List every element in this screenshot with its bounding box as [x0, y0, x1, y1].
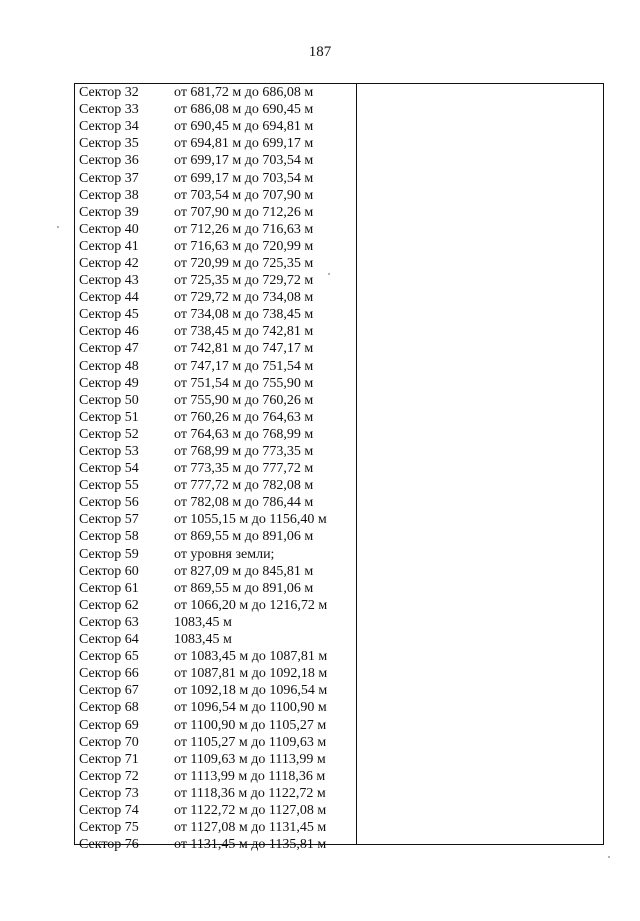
height-range-cell: от 869,55 м до 891,06 м [174, 580, 314, 596]
table-row [74, 528, 356, 545]
table-row [74, 272, 356, 289]
table-row [74, 477, 356, 494]
table-row [74, 546, 356, 563]
table-row [74, 409, 356, 426]
height-range-cell: от 729,72 м до 734,08 м [174, 290, 314, 306]
height-range-cell: от 690,45 м до 694,81 м [174, 119, 314, 135]
sector-name-cell: Сектор 76 [79, 837, 139, 853]
table-row [74, 255, 356, 272]
table-row [74, 819, 356, 836]
height-range-cell: от 681,72 м до 686,08 м [174, 85, 314, 101]
table-row [74, 768, 356, 785]
height-range-cell: от 1113,99 м до 1118,36 м [174, 768, 326, 784]
height-range-cell: от 751,54 м до 755,90 м [174, 375, 314, 391]
height-range-cell: от 734,08 м до 738,45 м [174, 307, 314, 323]
height-range-cell: от 1055,15 м до 1156,40 м [174, 512, 327, 528]
table-row [74, 392, 356, 409]
sector-name-cell: Сектор 42 [79, 255, 139, 271]
table-row [74, 682, 356, 699]
table-row [74, 238, 356, 255]
table-row [74, 340, 356, 357]
table-row [74, 699, 356, 716]
table-row [74, 84, 356, 101]
table-row [74, 187, 356, 204]
height-range-cell: от 703,54 м до 707,90 м [174, 187, 314, 203]
table-row [74, 426, 356, 443]
sector-name-cell: Сектор 56 [79, 495, 139, 511]
table-row [74, 614, 356, 631]
table-row [74, 306, 356, 323]
height-range-cell: от 1131,45 м до 1135,81 м [174, 837, 327, 853]
table-row [74, 716, 356, 733]
scan-speck [608, 856, 610, 858]
height-range-cell: от 725,35 м до 729,72 м [174, 273, 314, 289]
height-range-cell: от 742,81 м до 747,17 м [174, 341, 314, 357]
height-range-cell: от 1122,72 м до 1127,08 м [174, 802, 327, 818]
table-row [74, 169, 356, 186]
table-row [74, 204, 356, 221]
sector-name-cell: Сектор 48 [79, 358, 139, 374]
remarks-column-divider [356, 83, 357, 845]
table-row [74, 597, 356, 614]
height-range-cell: 1083,45 м [174, 632, 232, 648]
height-range-cell: от 1087,81 м до 1092,18 м [174, 666, 328, 682]
sector-name-cell: Сектор 66 [79, 666, 139, 682]
sector-name-cell: Сектор 35 [79, 136, 139, 152]
height-range-cell: от 869,55 м до 891,06 м [174, 529, 314, 545]
height-range-cell: от 768,99 м до 773,35 м [174, 444, 314, 460]
height-range-cell: от 1092,18 м до 1096,54 м [174, 683, 328, 699]
sector-name-cell: Сектор 33 [79, 102, 139, 118]
sector-name-cell: Сектор 54 [79, 461, 139, 477]
table-row [74, 358, 356, 375]
sector-name-cell: Сектор 34 [79, 119, 139, 135]
height-range-cell: от 720,99 м до 725,35 м [174, 255, 314, 271]
table-row [74, 118, 356, 135]
table-row [74, 460, 356, 477]
table-row [74, 135, 356, 152]
sector-name-cell: Сектор 55 [79, 478, 139, 494]
table-row [74, 648, 356, 665]
height-range-cell: от 1096,54 м до 1100,90 м [174, 700, 327, 716]
height-range-cell: от 1109,63 м до 1113,99 м [174, 751, 326, 767]
sector-name-cell: Сектор 59 [79, 546, 139, 562]
height-range-cell: от 694,81 м до 699,17 м [174, 136, 314, 152]
table-row [74, 563, 356, 580]
height-range-cell: от 1105,27 м до 1109,63 м [174, 734, 327, 750]
sector-name-cell: Сектор 71 [79, 751, 139, 767]
sector-name-cell: Сектор 73 [79, 785, 139, 801]
sector-name-cell: Сектор 36 [79, 153, 139, 169]
height-range-cell: от 755,90 м до 760,26 м [174, 392, 314, 408]
sector-table-rows [74, 84, 356, 853]
sector-name-cell: Сектор 64 [79, 632, 139, 648]
height-range-cell: от 686,08 м до 690,45 м [174, 102, 314, 118]
sector-name-cell: Сектор 75 [79, 820, 139, 836]
sector-name-cell: Сектор 52 [79, 426, 139, 442]
page-number: 187 [308, 44, 332, 60]
height-range-cell: от 777,72 м до 782,08 м [174, 478, 314, 494]
sector-name-cell: Сектор 61 [79, 580, 139, 596]
height-range-cell: от 1100,90 м до 1105,27 м [174, 717, 327, 733]
height-range-cell: от уровня земли; [174, 546, 275, 562]
table-row [74, 221, 356, 238]
sector-name-cell: Сектор 68 [79, 700, 139, 716]
height-range-cell: от 1118,36 м до 1122,72 м [174, 785, 326, 801]
table-row [74, 580, 356, 597]
table-row [74, 751, 356, 768]
table-row [74, 375, 356, 392]
height-range-cell: от 827,09 м до 845,81 м [174, 563, 314, 579]
table-row [74, 494, 356, 511]
sector-name-cell: Сектор 74 [79, 802, 139, 818]
height-range-cell: от 707,90 м до 712,26 м [174, 204, 314, 220]
sector-name-cell: Сектор 51 [79, 409, 139, 425]
table-row [74, 152, 356, 169]
sector-name-cell: Сектор 65 [79, 649, 139, 665]
sector-name-cell: Сектор 47 [79, 341, 139, 357]
height-range-cell: от 699,17 м до 703,54 м [174, 153, 314, 169]
sector-name-cell: Сектор 32 [79, 85, 139, 101]
table-row [74, 289, 356, 306]
height-range-cell: от 1127,08 м до 1131,45 м [174, 820, 327, 836]
height-range-cell: от 738,45 м до 742,81 м [174, 324, 314, 340]
sector-name-cell: Сектор 62 [79, 597, 139, 613]
height-range-cell: от 773,35 м до 777,72 м [174, 461, 314, 477]
sector-name-cell: Сектор 41 [79, 238, 139, 254]
sector-name-cell: Сектор 67 [79, 683, 139, 699]
height-range-cell: от 699,17 м до 703,54 м [174, 170, 314, 186]
height-range-cell: от 1083,45 м до 1087,81 м [174, 649, 328, 665]
scan-speck [328, 273, 330, 275]
table-row [74, 836, 356, 853]
sector-name-cell: Сектор 72 [79, 768, 139, 784]
sector-name-cell: Сектор 69 [79, 717, 139, 733]
sector-name-cell: Сектор 38 [79, 187, 139, 203]
height-range-cell: 1083,45 м [174, 614, 232, 630]
table-row [74, 323, 356, 340]
sector-name-cell: Сектор 58 [79, 529, 139, 545]
sector-name-cell: Сектор 45 [79, 307, 139, 323]
height-range-cell: от 712,26 м до 716,63 м [174, 221, 314, 237]
sector-name-cell: Сектор 40 [79, 221, 139, 237]
sector-name-cell: Сектор 39 [79, 204, 139, 220]
sector-name-cell: Сектор 50 [79, 392, 139, 408]
sector-name-cell: Сектор 63 [79, 614, 139, 630]
sector-name-cell: Сектор 60 [79, 563, 139, 579]
scan-speck [57, 226, 59, 228]
table-row [74, 785, 356, 802]
height-range-cell: от 1066,20 м до 1216,72 м [174, 597, 328, 613]
sector-name-cell: Сектор 53 [79, 444, 139, 460]
table-row [74, 101, 356, 118]
height-range-cell: от 760,26 м до 764,63 м [174, 409, 314, 425]
sector-name-cell: Сектор 57 [79, 512, 139, 528]
sector-name-cell: Сектор 37 [79, 170, 139, 186]
sector-name-cell: Сектор 49 [79, 375, 139, 391]
table-row [74, 802, 356, 819]
sector-name-cell: Сектор 46 [79, 324, 139, 340]
height-range-cell: от 782,08 м до 786,44 м [174, 495, 314, 511]
table-row [74, 443, 356, 460]
table-row [74, 511, 356, 528]
height-range-cell: от 764,63 м до 768,99 м [174, 426, 314, 442]
height-range-cell: от 747,17 м до 751,54 м [174, 358, 314, 374]
sector-name-cell: Сектор 43 [79, 273, 139, 289]
table-row [74, 734, 356, 751]
sector-name-cell: Сектор 70 [79, 734, 139, 750]
sector-name-cell: Сектор 44 [79, 290, 139, 306]
table-row [74, 665, 356, 682]
height-range-cell: от 716,63 м до 720,99 м [174, 238, 314, 254]
table-row [74, 631, 356, 648]
